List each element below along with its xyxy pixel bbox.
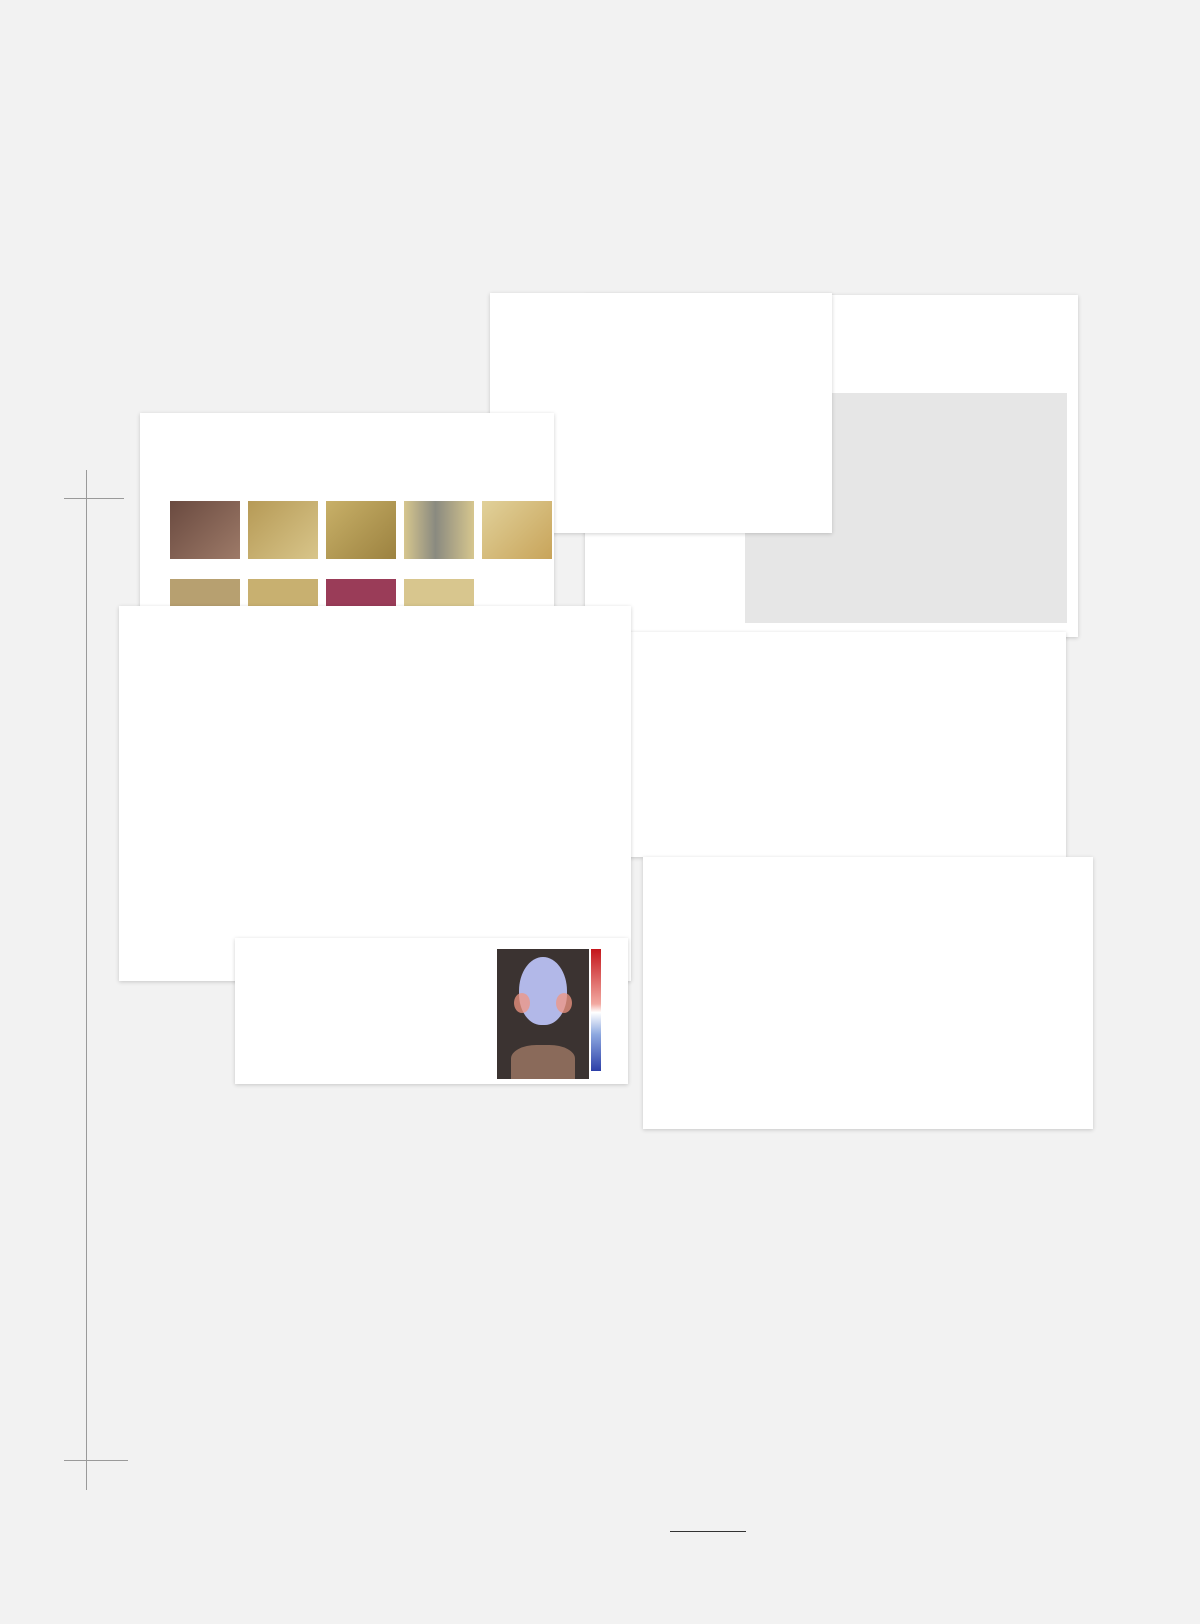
paper-sensitive-skin-document	[643, 857, 1093, 1129]
face-heatmap-image	[497, 949, 589, 1079]
reference-rule	[670, 1531, 746, 1532]
heatmap-face-shape	[519, 957, 567, 1025]
heatmap-color-scale	[591, 949, 601, 1071]
chinese-article-document	[628, 632, 1066, 857]
guide-vertical-line	[86, 470, 87, 1490]
skin-texture-a	[170, 501, 240, 559]
skin-texture-e	[482, 501, 552, 559]
skin-texture-d	[404, 501, 474, 559]
paper-results-document	[119, 606, 631, 981]
skin-texture-c	[326, 501, 396, 559]
skin-texture-b	[248, 501, 318, 559]
facial-figure-panel	[140, 413, 554, 613]
heatmap-shoulders	[511, 1045, 575, 1079]
results-column-1	[157, 714, 372, 736]
figure-caption	[157, 612, 609, 622]
results-column-2	[381, 714, 596, 728]
heatmap-left-cheek	[514, 993, 530, 1013]
guide-horizontal-line-top	[64, 498, 124, 499]
guide-horizontal-line-bottom	[64, 1460, 128, 1461]
heatmap-right-cheek	[556, 993, 572, 1013]
pie-chart-panel	[235, 938, 628, 1084]
